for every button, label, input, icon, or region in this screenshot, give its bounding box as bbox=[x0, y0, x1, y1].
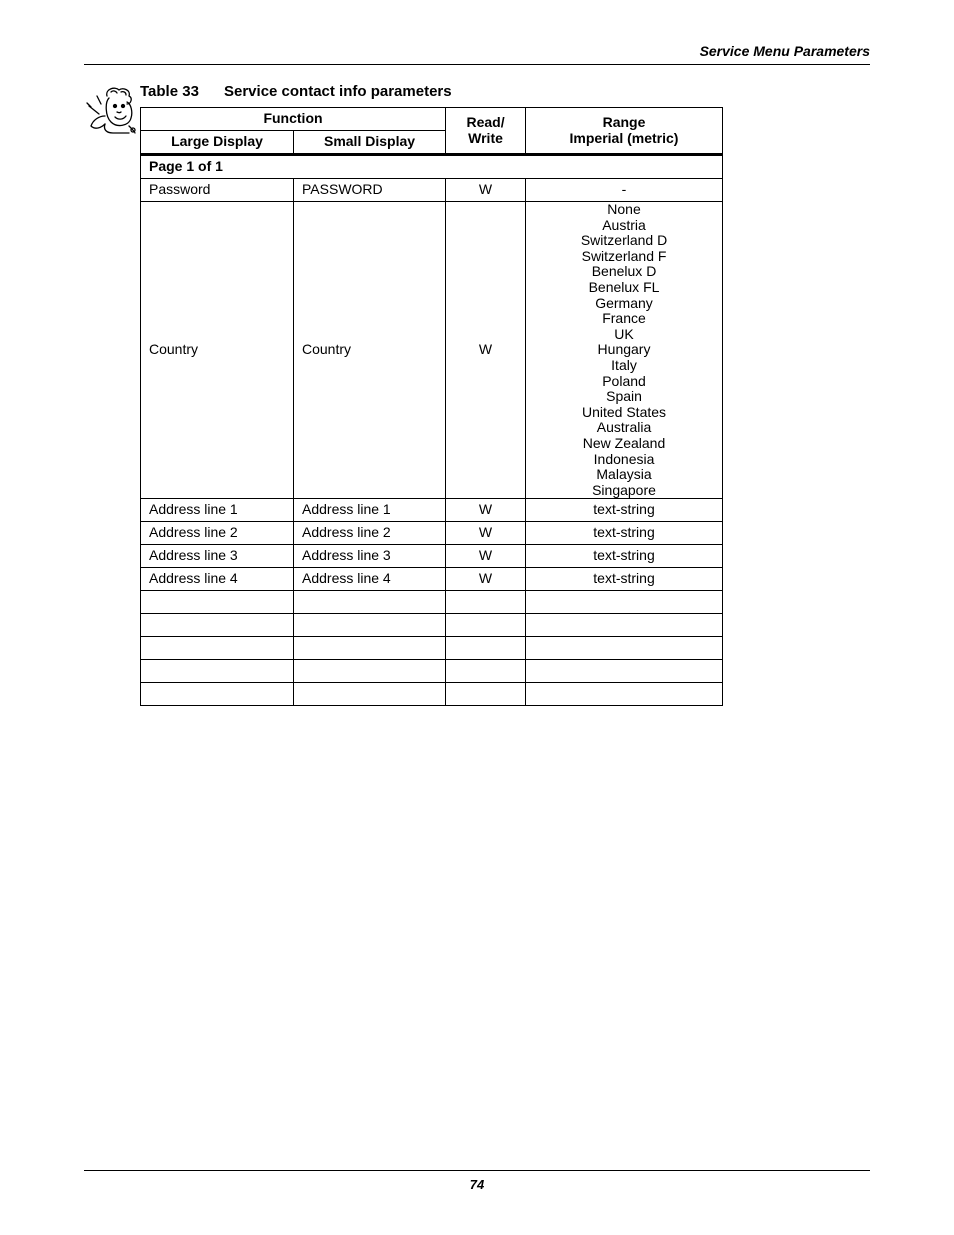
table-row bbox=[141, 683, 723, 706]
footer-rule bbox=[84, 1170, 870, 1171]
range-value: France bbox=[602, 310, 646, 327]
table-row bbox=[141, 614, 723, 637]
range-value-list bbox=[534, 548, 714, 564]
range-cell bbox=[526, 660, 723, 683]
range-value: Indonesia bbox=[593, 450, 655, 467]
range-value: - bbox=[621, 181, 627, 198]
read-write-cell bbox=[446, 637, 526, 660]
range-cell bbox=[526, 568, 723, 591]
range-value: Poland bbox=[602, 372, 646, 389]
range-cell bbox=[526, 179, 723, 202]
range-value: Switzerland D bbox=[580, 232, 668, 249]
read-write-header bbox=[446, 108, 526, 155]
small-display-cell: Address line 3 bbox=[294, 545, 446, 568]
large-display-cell bbox=[141, 614, 294, 637]
read-write-header-line: Write bbox=[468, 129, 503, 146]
small-display-header: Small Display bbox=[294, 131, 446, 155]
header-rule bbox=[84, 64, 870, 65]
range-cell bbox=[526, 637, 723, 660]
table-title: Service contact info parameters bbox=[224, 83, 452, 100]
large-display-cell bbox=[141, 637, 294, 660]
range-value: Switzerland F bbox=[581, 247, 667, 264]
range-cell bbox=[526, 591, 723, 614]
read-write-cell: W bbox=[446, 568, 526, 591]
table-number: Table 33 bbox=[140, 83, 199, 100]
range-value: Italy bbox=[611, 356, 637, 373]
read-write-cell: W bbox=[446, 522, 526, 545]
read-write-cell bbox=[446, 660, 526, 683]
range-value: Malaysia bbox=[596, 466, 652, 483]
large-display-cell: Address line 4 bbox=[141, 568, 294, 591]
small-display-cell: Address line 1 bbox=[294, 499, 446, 522]
table-row bbox=[141, 202, 723, 499]
read-write-cell bbox=[446, 591, 526, 614]
range-value: text-string bbox=[593, 501, 655, 518]
cartoon-mascot-icon bbox=[85, 86, 137, 134]
range-value-list bbox=[534, 525, 714, 541]
large-display-cell: Address line 1 bbox=[141, 499, 294, 522]
range-value: Germany bbox=[595, 294, 653, 311]
range-value: New Zealand bbox=[582, 434, 666, 451]
small-display-cell: PASSWORD bbox=[294, 179, 446, 202]
range-header-line: Imperial (metric) bbox=[569, 129, 679, 146]
small-display-cell bbox=[294, 591, 446, 614]
range-value: text-string bbox=[593, 570, 655, 587]
table-row bbox=[141, 522, 723, 545]
read-write-cell: W bbox=[446, 179, 526, 202]
range-header bbox=[526, 108, 723, 155]
large-display-cell bbox=[141, 591, 294, 614]
service-contact-info-table bbox=[140, 107, 723, 706]
read-write-header-line: Read/ bbox=[466, 113, 505, 130]
range-value: Austria bbox=[602, 216, 646, 233]
table-row bbox=[141, 568, 723, 591]
table-row bbox=[141, 637, 723, 660]
large-display-cell bbox=[141, 660, 294, 683]
small-display-cell bbox=[294, 637, 446, 660]
small-display-cell: Country bbox=[294, 202, 446, 499]
table-row bbox=[141, 179, 723, 202]
read-write-cell: W bbox=[446, 499, 526, 522]
table-row bbox=[141, 499, 723, 522]
range-cell bbox=[526, 614, 723, 637]
range-cell bbox=[526, 499, 723, 522]
read-write-cell: W bbox=[446, 545, 526, 568]
large-display-cell: Password bbox=[141, 179, 294, 202]
range-value: text-string bbox=[593, 524, 655, 541]
small-display-cell bbox=[294, 683, 446, 706]
range-value: None bbox=[607, 201, 641, 217]
large-display-header: Large Display bbox=[141, 131, 294, 155]
range-value-list bbox=[534, 502, 714, 518]
small-display-cell: Address line 4 bbox=[294, 568, 446, 591]
small-display-cell: Address line 2 bbox=[294, 522, 446, 545]
table-row bbox=[141, 591, 723, 614]
large-display-cell: Address line 2 bbox=[141, 522, 294, 545]
range-cell bbox=[526, 522, 723, 545]
range-value: Benelux FL bbox=[588, 278, 660, 295]
range-cell bbox=[526, 683, 723, 706]
range-value: Spain bbox=[606, 388, 642, 405]
range-value: United States bbox=[581, 403, 667, 420]
header-section-title: Service Menu Parameters bbox=[699, 43, 870, 59]
large-display-cell: Country bbox=[141, 202, 294, 499]
large-display-cell bbox=[141, 683, 294, 706]
table-caption bbox=[140, 83, 452, 100]
range-value-list bbox=[534, 571, 714, 587]
read-write-cell bbox=[446, 614, 526, 637]
small-display-cell bbox=[294, 660, 446, 683]
range-value: UK bbox=[614, 325, 634, 342]
read-write-cell: W bbox=[446, 202, 526, 499]
range-cell bbox=[526, 545, 723, 568]
range-cell bbox=[526, 202, 723, 499]
range-value: Hungary bbox=[597, 341, 651, 358]
range-value-list bbox=[534, 202, 714, 498]
page-indicator-row: Page 1 of 1 bbox=[141, 155, 723, 179]
function-header: Function bbox=[141, 108, 446, 131]
large-display-cell: Address line 3 bbox=[141, 545, 294, 568]
range-value: Australia bbox=[596, 419, 652, 436]
read-write-cell bbox=[446, 683, 526, 706]
small-display-cell bbox=[294, 614, 446, 637]
range-header-line: Range bbox=[602, 113, 646, 130]
range-value: Benelux D bbox=[591, 263, 657, 280]
page-number: 74 bbox=[469, 1177, 485, 1192]
range-value: Singapore bbox=[592, 481, 656, 498]
range-value-list bbox=[534, 182, 714, 198]
table-row bbox=[141, 660, 723, 683]
range-value: text-string bbox=[593, 547, 655, 564]
table-row bbox=[141, 545, 723, 568]
